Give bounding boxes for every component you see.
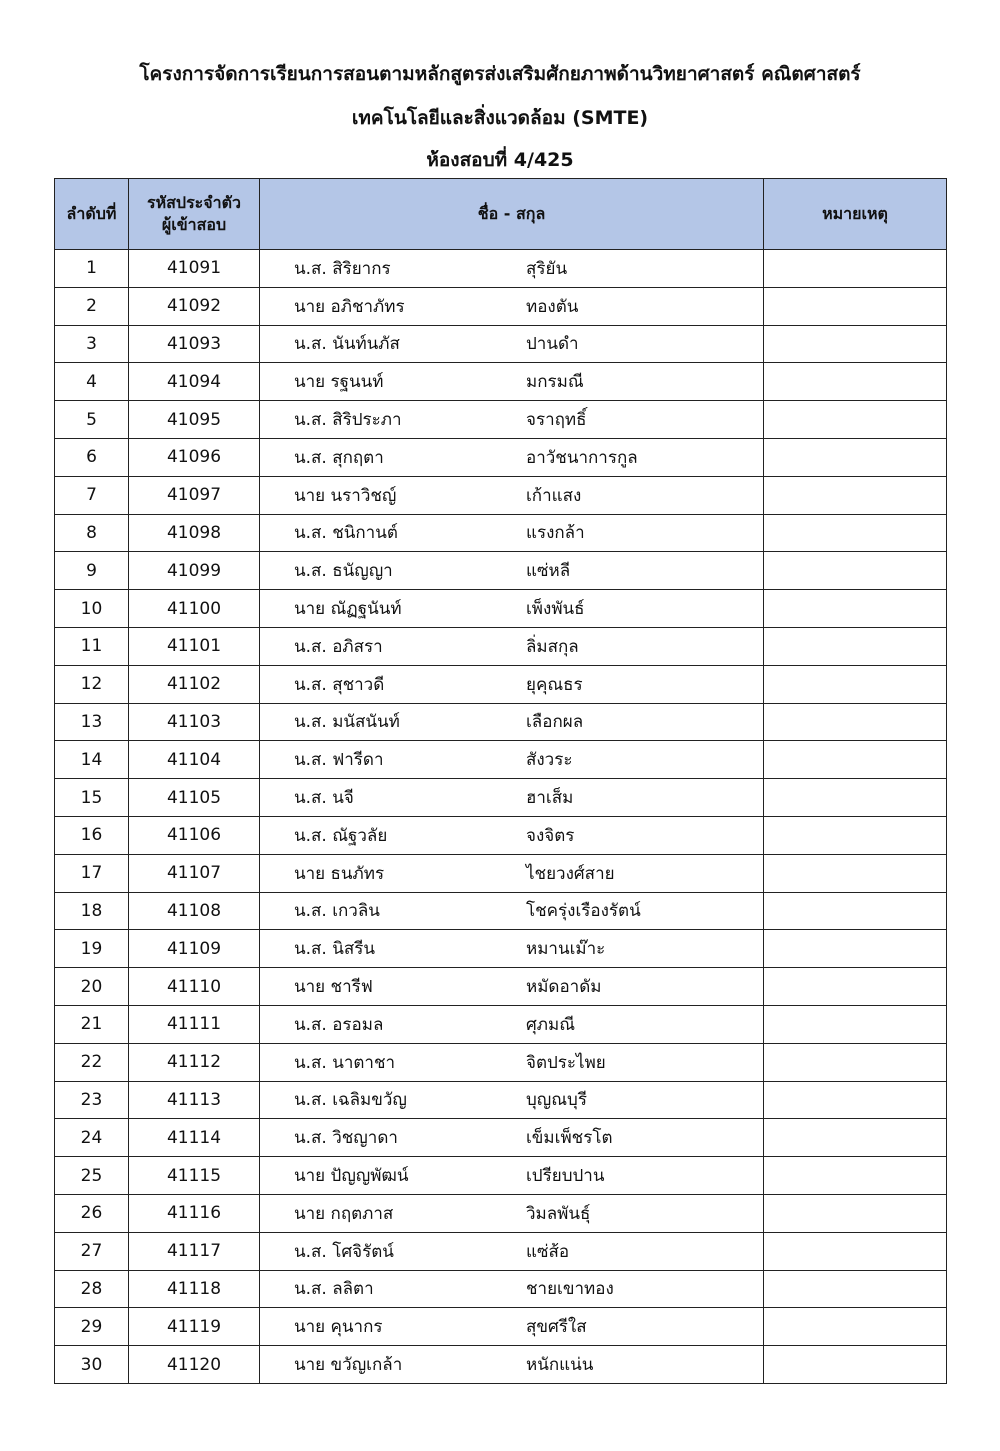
cell-remark [764, 1157, 947, 1195]
table-row [55, 1346, 947, 1384]
cell-remark [764, 1308, 947, 1346]
cell-remark [764, 1346, 947, 1384]
cell-surname: บุญณบุรี [526, 1090, 587, 1111]
cell-remark [764, 590, 947, 628]
table-row [55, 741, 947, 779]
cell-remark [764, 703, 947, 741]
cell-code: 41096 [129, 438, 260, 476]
cell-code: 41120 [129, 1346, 260, 1384]
cell-code: 41114 [129, 1119, 260, 1157]
cell-name: น.ส. วิชญาดา [294, 1128, 398, 1149]
table-body [55, 250, 947, 1384]
cell-remark [764, 514, 947, 552]
cell-no: 2 [55, 287, 129, 325]
table-row [55, 325, 947, 363]
cell-remark [764, 325, 947, 363]
cell-no: 10 [55, 590, 129, 628]
cell-no: 26 [55, 1194, 129, 1232]
cell-name: น.ส. ณัฐวลัย [294, 825, 388, 846]
cell-no: 5 [55, 401, 129, 439]
cell-code: 41100 [129, 590, 260, 628]
cell-fullname [260, 1043, 764, 1081]
cell-fullname [260, 590, 764, 628]
cell-remark [764, 854, 947, 892]
cell-surname: โชครุ่งเรืองรัตน์ [526, 901, 641, 922]
table-row [55, 968, 947, 1006]
cell-surname: อาวัชนาการกูล [526, 447, 638, 468]
table-row [55, 1081, 947, 1119]
cell-name: น.ส. ธนัญญา [294, 561, 393, 582]
cell-code: 41103 [129, 703, 260, 741]
cell-code: 41099 [129, 552, 260, 590]
table-row [55, 438, 947, 476]
cell-code: 41097 [129, 476, 260, 514]
cell-no: 30 [55, 1346, 129, 1384]
cell-fullname [260, 476, 764, 514]
cell-remark [764, 930, 947, 968]
cell-surname: ชายเขาทอง [526, 1279, 614, 1300]
table-header-row [55, 179, 947, 250]
cell-remark [764, 287, 947, 325]
cell-fullname [260, 665, 764, 703]
col-header-name: ชื่อ - สกุล [260, 179, 764, 250]
cell-surname: ลิ่มสกุล [526, 636, 579, 657]
cell-name: นาย ปัญญพัฒน์ [294, 1166, 409, 1187]
cell-fullname [260, 1119, 764, 1157]
cell-fullname [260, 627, 764, 665]
cell-remark [764, 1232, 947, 1270]
cell-surname: สุริยัน [526, 258, 568, 279]
cell-no: 12 [55, 665, 129, 703]
cell-remark [764, 1043, 947, 1081]
cell-surname: จิตประไพย [526, 1052, 606, 1073]
cell-remark [764, 741, 947, 779]
cell-remark [764, 968, 947, 1006]
table-row [55, 287, 947, 325]
cell-fullname [260, 401, 764, 439]
cell-no: 7 [55, 476, 129, 514]
cell-fullname [260, 363, 764, 401]
cell-name: น.ส. เกวลิน [294, 901, 380, 922]
cell-surname: มกรมณี [526, 372, 584, 393]
cell-remark [764, 1081, 947, 1119]
cell-no: 6 [55, 438, 129, 476]
table-row [55, 1232, 947, 1270]
cell-fullname [260, 968, 764, 1006]
cell-no: 19 [55, 930, 129, 968]
cell-no: 28 [55, 1270, 129, 1308]
cell-name: น.ส. ลลิตา [294, 1279, 374, 1300]
cell-name: น.ส. สิริยากร [294, 258, 391, 279]
cell-name: น.ส. ฟารีดา [294, 750, 384, 771]
cell-name: น.ส. นาตาชา [294, 1052, 396, 1073]
cell-code: 41111 [129, 1005, 260, 1043]
cell-surname: ศุภมณี [526, 1014, 575, 1035]
cell-code: 41115 [129, 1157, 260, 1195]
cell-remark [764, 627, 947, 665]
cell-surname: ฮาเส็ม [526, 788, 574, 809]
cell-fullname [260, 854, 764, 892]
table-row [55, 1194, 947, 1232]
cell-name: นาย ธนภัทร [294, 863, 385, 884]
table-row [55, 1270, 947, 1308]
cell-code: 41095 [129, 401, 260, 439]
cell-remark [764, 401, 947, 439]
cell-surname: ปานดำ [526, 334, 579, 355]
table-row [55, 401, 947, 439]
cell-surname: หนักแน่น [526, 1355, 594, 1375]
cell-no: 1 [55, 250, 129, 288]
col-header-code [129, 179, 260, 250]
cell-name: นาย คุนากร [294, 1317, 383, 1338]
table-row [55, 779, 947, 817]
cell-code: 41119 [129, 1308, 260, 1346]
cell-code: 41092 [129, 287, 260, 325]
cell-name: นาย ขวัญเกล้า [294, 1355, 403, 1375]
cell-name: น.ส. เฉลิมขวัญ [294, 1090, 407, 1111]
cell-fullname [260, 703, 764, 741]
table-row [55, 930, 947, 968]
cell-fullname [260, 1308, 764, 1346]
cell-code: 41091 [129, 250, 260, 288]
cell-fullname [260, 287, 764, 325]
cell-code: 41101 [129, 627, 260, 665]
cell-surname: จราฤทธิ์ [526, 410, 587, 431]
cell-fullname [260, 1194, 764, 1232]
cell-name: น.ส. อภิสรา [294, 636, 383, 657]
cell-code: 41104 [129, 741, 260, 779]
table-row [55, 703, 947, 741]
table-row [55, 590, 947, 628]
cell-no: 8 [55, 514, 129, 552]
exam-room-title: ห้องสอบที่ 4/425 [426, 149, 574, 171]
cell-no: 11 [55, 627, 129, 665]
cell-remark [764, 552, 947, 590]
cell-no: 21 [55, 1005, 129, 1043]
cell-no: 16 [55, 816, 129, 854]
cell-no: 4 [55, 363, 129, 401]
cell-no: 17 [55, 854, 129, 892]
table-row [55, 665, 947, 703]
cell-name: น.ส. อรอมล [294, 1014, 384, 1035]
cell-remark [764, 892, 947, 930]
cell-fullname [260, 892, 764, 930]
cell-name: นาย อภิชาภัทร [294, 296, 405, 317]
cell-name: น.ส. สุชาวดี [294, 674, 385, 695]
cell-remark [764, 1270, 947, 1308]
cell-no: 27 [55, 1232, 129, 1270]
cell-fullname [260, 1081, 764, 1119]
cell-name: นาย รฐนนท์ [294, 372, 384, 393]
cell-surname: เพ็งพันธ์ [526, 599, 585, 620]
cell-code: 41112 [129, 1043, 260, 1081]
table-row [55, 1119, 947, 1157]
cell-no: 22 [55, 1043, 129, 1081]
col-header-no: ลำดับที่ [55, 179, 129, 250]
cell-surname: ยุคุณธร [526, 674, 583, 695]
cell-code: 41093 [129, 325, 260, 363]
cell-surname: ไชยวงศ์สาย [526, 863, 615, 884]
cell-surname: เข็มเพ็ชรโต [526, 1128, 613, 1149]
cell-fullname [260, 930, 764, 968]
cell-surname: จงจิตร [526, 825, 575, 846]
table-row [55, 1308, 947, 1346]
cell-name: น.ส. นิสรีน [294, 939, 375, 960]
cell-surname: วิมลพันธุ์ [526, 1203, 591, 1224]
cell-surname: สังวระ [526, 750, 573, 771]
cell-fullname [260, 1232, 764, 1270]
cell-surname: แซ่ส้อ [526, 1241, 570, 1262]
examinee-table [54, 178, 947, 1384]
cell-name: น.ส. สุกฤตา [294, 447, 384, 468]
cell-code: 41109 [129, 930, 260, 968]
cell-surname: หมานเม๊าะ [526, 939, 606, 960]
cell-name: น.ส. นันท์นภัส [294, 334, 400, 355]
page-title-line1: โครงการจัดการเรียนการสอนตามหลักสูตรส่งเสริมศักยภาพด้านวิทยาศาสตร์ คณิตศาสตร์ [139, 63, 861, 85]
cell-no: 13 [55, 703, 129, 741]
table-row [55, 1157, 947, 1195]
cell-no: 18 [55, 892, 129, 930]
cell-code: 41098 [129, 514, 260, 552]
cell-fullname [260, 741, 764, 779]
cell-code: 41106 [129, 816, 260, 854]
cell-fullname [260, 1346, 764, 1384]
cell-surname: เลือกผล [526, 712, 584, 733]
table-row [55, 552, 947, 590]
cell-code: 41105 [129, 779, 260, 817]
cell-name: นาย ณัฏฐนันท์ [294, 599, 402, 620]
cell-remark [764, 363, 947, 401]
cell-name: นาย นราวิชญ์ [294, 485, 397, 506]
cell-remark [764, 1194, 947, 1232]
cell-no: 14 [55, 741, 129, 779]
cell-fullname [260, 1157, 764, 1195]
cell-name: น.ส. ชนิกานต์ [294, 523, 398, 544]
cell-name: น.ส. สิริประภา [294, 410, 402, 431]
cell-remark [764, 250, 947, 288]
cell-fullname [260, 514, 764, 552]
cell-name: นาย ชารีฟ [294, 977, 373, 998]
cell-code: 41102 [129, 665, 260, 703]
cell-code: 41110 [129, 968, 260, 1006]
cell-no: 25 [55, 1157, 129, 1195]
cell-name: น.ส. โศจิรัตน์ [294, 1241, 394, 1262]
cell-surname: แรงกล้า [526, 523, 585, 544]
cell-name: น.ส. นจี [294, 788, 354, 809]
cell-fullname [260, 779, 764, 817]
cell-no: 29 [55, 1308, 129, 1346]
cell-remark [764, 816, 947, 854]
cell-code: 41107 [129, 854, 260, 892]
cell-surname: แซ่หลี [526, 561, 571, 582]
cell-fullname [260, 1005, 764, 1043]
cell-no: 15 [55, 779, 129, 817]
cell-fullname [260, 816, 764, 854]
cell-no: 24 [55, 1119, 129, 1157]
cell-fullname [260, 325, 764, 363]
cell-remark [764, 438, 947, 476]
cell-no: 20 [55, 968, 129, 1006]
cell-fullname [260, 1270, 764, 1308]
cell-remark [764, 779, 947, 817]
cell-remark [764, 1005, 947, 1043]
cell-code: 41118 [129, 1270, 260, 1308]
cell-no: 9 [55, 552, 129, 590]
table-row [55, 1043, 947, 1081]
cell-code: 41094 [129, 363, 260, 401]
cell-surname: หมัดอาดัม [526, 977, 602, 998]
cell-surname: สุขศรีใส [526, 1317, 587, 1338]
table-row [55, 816, 947, 854]
cell-code: 41113 [129, 1081, 260, 1119]
cell-fullname [260, 552, 764, 590]
col-header-code-line1: รหัสประจำตัว [147, 193, 241, 212]
cell-code: 41117 [129, 1232, 260, 1270]
col-header-remark: หมายเหตุ [764, 179, 947, 250]
cell-surname: เปรียบปาน [526, 1166, 605, 1187]
table-row [55, 892, 947, 930]
table-row [55, 476, 947, 514]
cell-remark [764, 665, 947, 703]
table-row [55, 514, 947, 552]
table-row [55, 854, 947, 892]
cell-remark [764, 476, 947, 514]
table-row [55, 250, 947, 288]
cell-fullname [260, 250, 764, 288]
cell-name: นาย กฤตภาส [294, 1203, 394, 1224]
table-row [55, 363, 947, 401]
cell-remark [764, 1119, 947, 1157]
cell-surname: ทองตัน [526, 296, 579, 317]
cell-code: 41116 [129, 1194, 260, 1232]
cell-code: 41108 [129, 892, 260, 930]
table-row [55, 1005, 947, 1043]
cell-no: 23 [55, 1081, 129, 1119]
cell-no: 3 [55, 325, 129, 363]
table-row [55, 627, 947, 665]
cell-surname: เก้าแสง [526, 485, 582, 506]
col-header-code-line2: ผู้เข้าสอบ [161, 215, 227, 234]
cell-name: น.ส. มนัสนันท์ [294, 712, 400, 733]
cell-fullname [260, 438, 764, 476]
page-title-line2: เทคโนโลยีและสิ่งแวดล้อม (SMTE) [351, 107, 649, 129]
